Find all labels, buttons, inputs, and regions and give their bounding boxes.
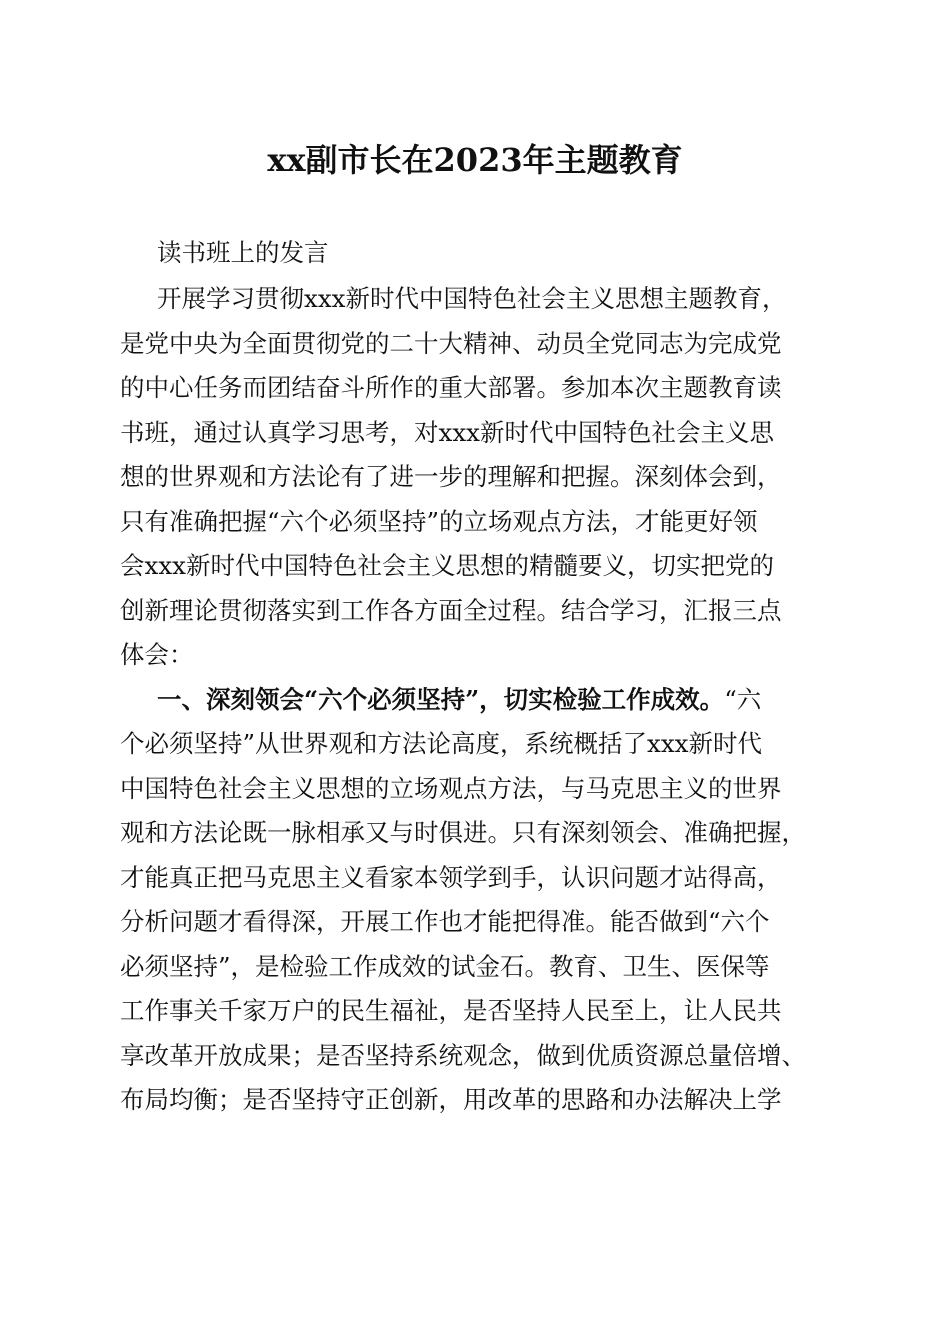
paragraph-line: 会xxx新时代中国特色社会主义思想的精髓要义，切实把党的 [120,551,774,580]
paragraph-line: 布局均衡；是否坚持守正创新，用改革的思路和办法解决上学 [120,1085,782,1114]
paragraph-line: 才能真正把马克思主义看家本领学到手，认识问题才站得高， [120,863,782,892]
paragraph-line: 中国特色社会主义思想的立场观点方法，与马克思主义的世界 [120,774,782,803]
paragraph-line: 创新理论贯彻落实到工作各方面全过程。结合学习，汇报三点 [120,596,782,625]
section-heading-tail: “六 [724,685,762,714]
paragraph-line: 个必须坚持”从世界观和方法论高度，系统概括了xxx新时代 [120,729,762,758]
paragraph-line: 工作事关千家万户的民生福祉，是否坚持人民至上，让人民共 [120,996,782,1025]
paragraph-line: 书班，通过认真学习思考，对xxx新时代中国特色社会主义思 [120,418,774,447]
paragraph-line: 体会： [120,640,194,669]
section-heading: 一、深刻领会“六个必须坚持”，切实检验工作成效。 [157,685,725,714]
paragraph-line: 想的世界观和方法论有了进一步的理解和把握。深刻体会到， [120,462,782,491]
paragraph-line: 观和方法论既一脉相承又与时俱进。只有深刻领会、准确把握， [120,818,806,847]
paragraph-line: 是党中央为全面贯彻党的二十大精神、动员全党同志为完成党 [120,329,782,358]
section-heading-line [157,685,761,715]
paragraph-line: 分析问题才看得深，开展工作也才能把得准。能否做到“六个 [120,907,770,936]
paragraph-line: 开展学习贯彻xxx新时代中国特色社会主义思想主题教育， [157,284,787,313]
paragraph-line: 的中心任务而团结奋斗所作的重大部署。参加本次主题教育读 [120,373,782,402]
document-subtitle: 读书班上的发言 [157,238,329,267]
paragraph-line: 必须坚持”，是检验工作成效的试金石。教育、卫生、医保等 [120,952,770,981]
paragraph-line: 享改革开放成果；是否坚持系统观念，做到优质资源总量倍增、 [120,1041,806,1070]
paragraph-line: 只有准确把握“六个必须坚持”的立场观点方法，才能更好领 [120,507,758,536]
document-title: xx副市长在2023年主题教育 [267,141,683,179]
